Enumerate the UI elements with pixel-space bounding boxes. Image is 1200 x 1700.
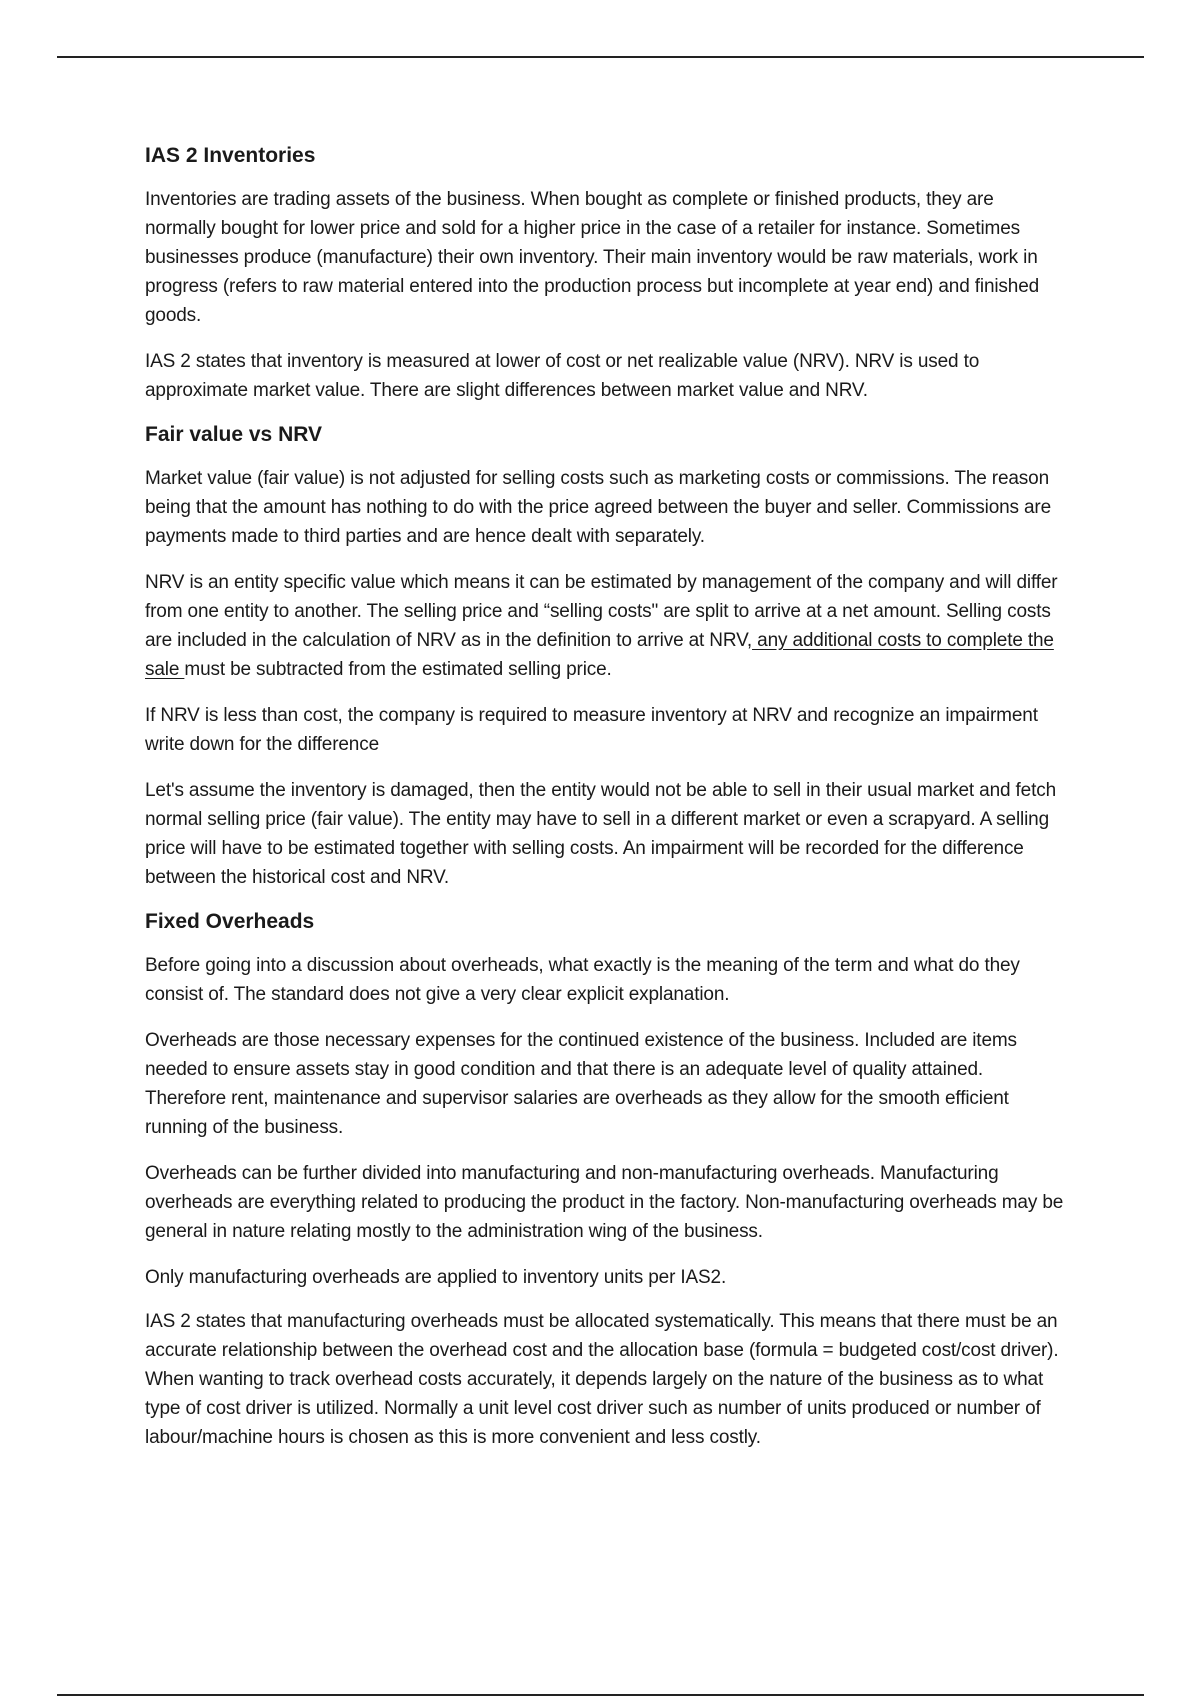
paragraph: If NRV is less than cost, the company is required to measure inventory at NRV and recognize an impairment write down for the difference: [145, 705, 1038, 755]
paragraph: Overheads can be further divided into manufacturing and non-manufacturing overheads. Manufacturing overheads are everything related to producing the product in the factory. Non-manufacturing overheads may be general in nature relating mostly to the administration wing of the business.: [145, 1163, 1064, 1242]
document-body: [145, 143, 1067, 1469]
paragraph: Let's assume the inventory is damaged, then the entity would not be able to sell in their usual market and fetch normal selling price (fair value). The entity may have to sell in a different market or even a scrapyard. A selling price will have to be estimated together with selling costs. An impairment will be recorded for the difference between the historical cost and NRV.: [145, 780, 1056, 888]
paragraph-with-underline: [145, 568, 1067, 684]
page-bottom-rule: [57, 1694, 1144, 1696]
paragraph: Inventories are trading assets of the business. When bought as complete or finished products, they are normally bought for lower price and sold for a higher price in the case of a retailer for instance. Sometimes businesses produce (manufacture) their own inventory. Their main inventory would be raw materials, work in progress (refers to raw material entered into the production process but incomplete at year end) and finished goods.: [145, 189, 1040, 326]
paragraph: Market value (fair value) is not adjusted for selling costs such as marketing costs or commissions. The reason being that the amount has nothing to do with the price agreed between the buyer and seller. Commissions are payments made to third parties and are hence dealt with separately.: [145, 468, 1052, 547]
paragraph: IAS 2 states that manufacturing overheads must be allocated systematically. This means that there must be an accurate relationship between the overhead cost and the allocation base (formula = budgeted cost/cost driver). When wanting to track overhead costs accurately, it depends largely on the nature of the business as to what type of cost driver is utilized. Normally a unit level cost driver such as number of units produced or number of labour/machine hours is chosen as this is more convenient and less costly.: [145, 1311, 1059, 1448]
section-heading-ias2-inventories: IAS 2 Inventories: [145, 144, 316, 167]
paragraph: Only manufacturing overheads are applied to inventory units per IAS2.: [145, 1267, 727, 1288]
paragraph: Before going into a discussion about overheads, what exactly is the meaning of the term and what do they consist of. The standard does not give a very clear explicit explanation.: [145, 955, 1020, 1005]
paragraph-text: NRV is an entity specific value which means it can be estimated by management of the company and will differ from one entity to another. The selling price and “selling costs" are split to arrive at a net amount. Selling costs are included in the calculation of NRV as in the definition to arrive at NRV,: [145, 572, 1058, 651]
section-heading-fair-value-vs-nrv: Fair value vs NRV: [145, 423, 323, 446]
page-top-rule: [57, 56, 1144, 58]
section-heading-fixed-overheads: Fixed Overheads: [145, 910, 315, 933]
paragraph: Overheads are those necessary expenses for the continued existence of the business. Included are items needed to ensure assets stay in good condition and that there is an adequate level of quality attained. Therefore rent, maintenance and supervisor salaries are overheads as they allow for the smooth efficient running of the business.: [145, 1030, 1017, 1138]
underlined-phrase: any additional costs to complete the sale: [145, 630, 1054, 680]
paragraph: IAS 2 states that inventory is measured at lower of cost or net realizable value (NRV). NRV is used to approximate market value. There are slight differences between market value and NRV.: [145, 351, 980, 401]
paragraph-text: must be subtracted from the estimated selling price.: [184, 659, 612, 680]
